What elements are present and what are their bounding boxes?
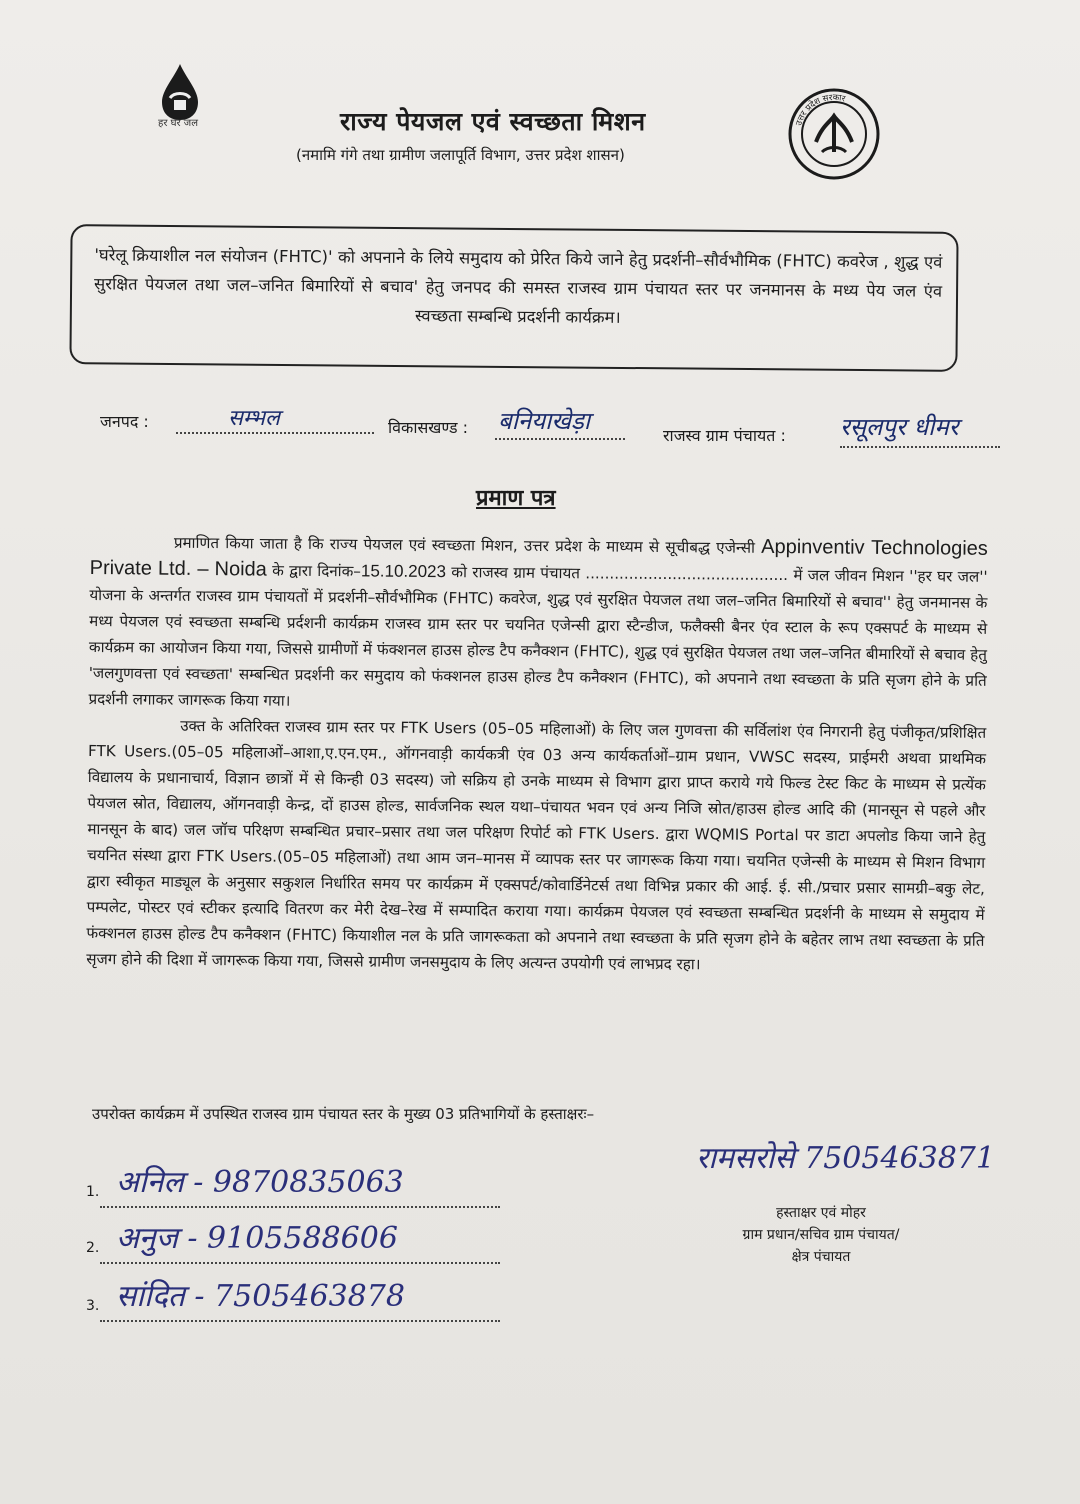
logo-caption: हर घर जल xyxy=(158,118,198,129)
participant-signature: अनुज - 9105588606 xyxy=(116,1221,398,1256)
para1-body: में जल जीवन मिशन ''हर घर जल'' योजना के अन्तर्गत राजस्व ग्राम पंचायतों में प्रदर्शनी–सौर्वभौमिक (FHTC) कवरेज, शुद्ध एवं सुरक्षित पेयजल तथा जल–जनित बिमारियों से बचाव'' हेतु जनमानस के मध्य पेयजल एवं स्वच्छता सम्बन्धि प्रर्दशनी कार्यक्रम राजस्व ग्राम स्तर पर चयनित एजेन्सी द्वारा स्टैन्डीज, फलैक्सी बैनर एंव स्टाल के रूप एक्सपर्ट के माध्यम से कार्यक्रम का आयोजन किया गया, जिससे ग्रामीणों में फंक्शनल हाउस होल्ड टैप कनैक्शन (FHTC), शुद्ध एवं सुरक्षित पेयजल तथा जल–जनित बीमारियों से बचाव हेतु 'जलगुणवत्ता एवं स्वच्छता' सम्बन्धित प्रदर्शनी कर समुदाय को फंक्शनल हाउस होल्ड टैप कनैक्शन (FHTC), को अपनाने तथा स्वच्छता के प्रति सृजग होने के प्रति प्रदर्शनी लगाकर जागरूक किया गया। xyxy=(88,566,988,710)
har-ghar-jal-logo xyxy=(130,62,230,162)
mission-subtitle: (नमामि गंगे तथा ग्रामीण जलापूर्ति विभाग, उत्तर प्रदेश शासन) xyxy=(296,146,625,164)
participant-number: 2. xyxy=(86,1240,100,1256)
certificate-body xyxy=(86,528,988,980)
participant-signature: सांदित - 7505463878 xyxy=(116,1279,405,1314)
para1-intro: प्रमाणित किया जाता है कि राज्य पेयजल एवं स्वच्छता मिशन, उत्तर प्रदेश के माध्यम से सूचीबद्ध एजेन्सी xyxy=(173,533,756,557)
signature-caption xyxy=(706,1202,936,1268)
participant-row-2 xyxy=(86,1222,516,1262)
participant-row-1 xyxy=(86,1166,516,1206)
signature-stamp-label: हस्ताक्षर एवं मोहर xyxy=(776,1205,866,1221)
block-value: बनियाखेड़ा xyxy=(498,407,591,435)
up-government-seal xyxy=(786,86,882,182)
pradhan-handwritten-signature: रामसरोसे 7505463871 xyxy=(696,1141,995,1176)
pradhan-signature-block xyxy=(696,1141,1080,1270)
program-text: 'घरेलू क्रियाशील नल संयोजन (FHTC)' को अपनाने के लिये समुदाय को प्रेरित किये जाने हेतु प्रदर्शनी–सौर्वभौमिक (FHTC) कवरेज , शुद्ध एवं सुरक्षित पेयजल तथा जल–जनित बिमारियों से बचाव' हेतु जनपद की समस्त राजस्व ग्राम पंचायत स्तर पर जनमानस के मध्य पेय जल एंव स्वच्छता सम्बन्धि प्रदर्शनी कार्यक्रम। xyxy=(94,245,943,327)
participants-signature-title: उपरोक्त कार्यक्रम में उपस्थित राजस्व ग्राम पंचायत स्तर के मुख्य 03 प्रतिभागियों के हस्ताक्षरः– xyxy=(92,1105,595,1123)
location-details-row xyxy=(100,406,1000,450)
participant-number: 1. xyxy=(86,1184,100,1200)
para1-panchayat-label: को राजस्व ग्राम पंचायत .......................................... xyxy=(445,563,789,585)
participant-signature: अनिल - 9870835063 xyxy=(116,1165,404,1200)
para1-date-label: के द्वारा दिनांक– xyxy=(266,561,362,581)
block-label: विकासखण्ड : xyxy=(388,418,469,437)
program-date: 15.10.2023 xyxy=(360,561,447,582)
panchayat-value: रसूलपुर धीमर xyxy=(840,413,959,441)
signatory-area: क्षेत्र पंचायत xyxy=(791,1249,851,1265)
agency-name: Appinventiv Technologies Private Ltd. – Noida xyxy=(89,535,988,581)
participant-number: 3. xyxy=(86,1298,100,1314)
participant-row-3 xyxy=(86,1280,516,1320)
paragraph-1 xyxy=(88,528,988,720)
paragraph-2 xyxy=(86,712,986,980)
seal-text: उत्तर प्रदेश सरकार xyxy=(794,92,847,127)
program-description-box xyxy=(69,224,958,372)
district-value: सम्भल xyxy=(228,406,280,431)
panchayat-label: राजस्व ग्राम पंचायत : xyxy=(663,426,786,445)
district-label: जनपद : xyxy=(100,412,149,431)
certificate-heading: प्रमाण पत्र xyxy=(476,486,556,511)
para2-body: उक्त के अतिरिक्त राजस्व ग्राम स्तर पर FTK Users (05–05 महिलाओं) के लिए जल गुणवत्ता की सर्विलांश एंव निगरानी हेतु पंजीकृत/प्रशिक्षित FTK Users.(05–05 महिलाओं–आशा,ए.एन.एम., ऑगनवाड़ी कार्यकत्री एंव 03 अन्य कार्यकर्ताओं–ग्राम प्रधान, VWSC सदस्य, प्राईमरी अथवा प्राथमिक विद्यालय के प्रधानाचार्य, विज्ञान छात्रों में से किन्ही 03 सदस्य) जो सक्रिय हो उनके माध्यम से विभाग द्वारा प्राप्त कराये गये फिल्ड टेस्ट किट के माध्यम से प्रत्येंक पेयजल स्रोत, विद्यालय, ऑगनवाड़ी केन्द्र, दों हाउस होल्ड, सार्वजनिक स्थल यथा–पंचायत भवन एवं अन्य निजि स्रोत/हाउस होल्ड आदि की (मानसून से पहले और मानसून के बाद) जल जॉच परिक्षण सम्बन्धित प्रचार–प्रसार तथा जल परिक्षण रिपोर्ट को FTK Users. द्वारा WQMIS Portal पर डाटा अपलोड किया जाने हेतु चयनित संस्था द्वारा FTK Users.(05–05 महिलाओं) तथा आम जन–मानस में व्यापक स्तर पर जागरूक किया गया। चयनित एजेन्सी के माध्यम से मिशन विभाग द्वारा स्वीकृत माड्यूल के अनुसार सकुशल निर्धारित समय पर कार्यक्रम में एक्सपर्ट/कोवार्डिनेटर्स तथा विभिन्न प्रकार की आई. ई. सी./प्रचार प्रसार सामग्री–बकु लेट, पम्पलेट, पोस्टर एवं स्टीकर इत्यादि वितरण कर मेरी देख–रेख में सम्पादित कराया गया। कार्यक्रम पेयजल एवं स्वच्छता सम्बन्धित प्रदर्शनी के माध्यम से समुदाय में फंक्शनल हाउस होल्ड टैप कनैक्शन (FHTC) कियाशील नल के प्रति जागरूकता को अपनाने तथा स्वच्छता के प्रति सृजग होने के बहेतर लाभ तथा स्वच्छता के प्रति सृजग होने की दिशा में जागरूक किया गया, जिससे ग्रामीण जनसमुदाय के लिए अत्यन्त उपयोगी एवं लाभप्रद रहा। xyxy=(86,716,987,974)
signatory-designation: ग्राम प्रधान/सचिव ग्राम पंचायत/ xyxy=(742,1227,900,1243)
mission-title: राज्य पेयजल एवं स्वच्छता मिशन xyxy=(340,107,646,136)
